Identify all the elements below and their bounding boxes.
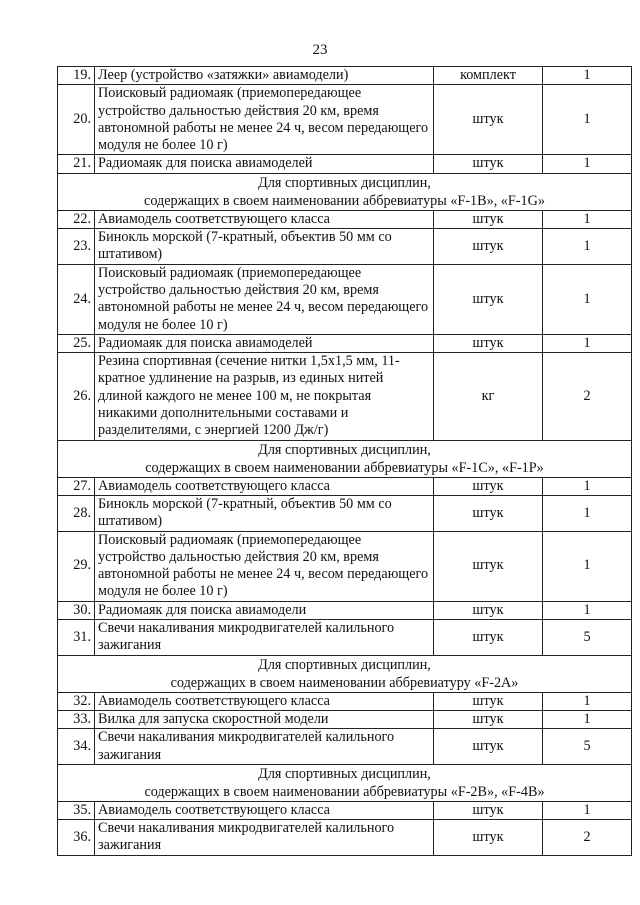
unit-cell: штук — [434, 601, 543, 619]
item-name-cell: Радиомаяк для поиска авиамоделей — [95, 334, 434, 352]
equipment-table — [57, 66, 632, 856]
quantity-cell: 1 — [543, 155, 632, 173]
table-row — [58, 353, 632, 440]
row-number-cell: 22. — [58, 210, 95, 228]
section-title-line1: Для спортивных дисциплин, — [258, 441, 431, 458]
item-name-cell: Авиамодель соответствующего класса — [95, 801, 434, 819]
section-header — [58, 655, 632, 692]
section-title-line2: содержащих в своем наименовании аббревиатуры «F-2B», «F-4B» — [144, 783, 545, 800]
row-number-cell: 28. — [58, 495, 95, 531]
row-number-cell: 35. — [58, 801, 95, 819]
unit-cell: штук — [434, 531, 543, 601]
row-number-cell: 25. — [58, 334, 95, 352]
item-name-cell: Поисковый радиомаяк (приемопередающее устройство дальностью действия 20 км, время автономной работы не менее 24 ч, весом передающего модуля не более 10 г) — [95, 85, 434, 155]
section-title-line2: содержащих в своем наименовании аббревиатуры «F-1C», «F-1P» — [145, 459, 544, 476]
page-number: 23 — [312, 42, 328, 58]
unit-cell: штук — [434, 85, 543, 155]
item-name-cell: Свечи накаливания микродвигателей калильного зажигания — [95, 820, 434, 856]
table-row — [58, 820, 632, 856]
table-row — [58, 601, 632, 619]
unit-cell: комплект — [434, 67, 543, 85]
quantity-cell: 1 — [543, 692, 632, 710]
section-header — [58, 440, 632, 477]
row-number-cell: 26. — [58, 353, 95, 440]
row-number-cell: 23. — [58, 229, 95, 265]
table-row — [58, 210, 632, 228]
table-row — [58, 710, 632, 728]
quantity-cell: 1 — [543, 710, 632, 728]
table-row — [58, 229, 632, 265]
quantity-cell: 1 — [543, 601, 632, 619]
item-name-cell: Леер (устройство «затяжки» авиамодели) — [95, 67, 434, 85]
row-number-cell: 33. — [58, 710, 95, 728]
unit-cell: штук — [434, 229, 543, 265]
row-number-cell: 31. — [58, 620, 95, 656]
unit-cell: штук — [434, 210, 543, 228]
section-title-line2: содержащих в своем наименовании аббревиатуру «F-2A» — [170, 674, 519, 691]
quantity-cell: 1 — [543, 229, 632, 265]
quantity-cell: 1 — [543, 264, 632, 334]
item-name-cell: Поисковый радиомаяк (приемопередающее устройство дальностью действия 20 км, время автономной работы не менее 24 ч, весом передающего модуля не более 10 г) — [95, 531, 434, 601]
section-header-row — [58, 655, 632, 692]
table-row — [58, 334, 632, 352]
item-name-cell: Авиамодель соответствующего класса — [95, 210, 434, 228]
quantity-cell: 2 — [543, 353, 632, 440]
row-number-cell: 36. — [58, 820, 95, 856]
section-header — [58, 173, 632, 210]
unit-cell: штук — [434, 477, 543, 495]
item-name-cell: Свечи накаливания микродвигателей калильного зажигания — [95, 729, 434, 765]
unit-cell: штук — [434, 692, 543, 710]
item-name-cell: Авиамодель соответствующего класса — [95, 477, 434, 495]
item-name-cell: Бинокль морской (7-кратный, объектив 50 мм со штативом) — [95, 229, 434, 265]
quantity-cell: 1 — [543, 801, 632, 819]
section-title-line2: содержащих в своем наименовании аббревиатуры «F-1B», «F-1G» — [144, 192, 545, 209]
table-row — [58, 155, 632, 173]
item-name-cell: Свечи накаливания микродвигателей калильного зажигания — [95, 620, 434, 656]
item-name-cell: Радиомаяк для поиска авиамодели — [95, 601, 434, 619]
table-row — [58, 801, 632, 819]
quantity-cell: 1 — [543, 210, 632, 228]
item-name-cell: Бинокль морской (7-кратный, объектив 50 мм со штативом) — [95, 495, 434, 531]
unit-cell: штук — [434, 710, 543, 728]
table-row — [58, 729, 632, 765]
section-header-row — [58, 440, 632, 477]
row-number-cell: 32. — [58, 692, 95, 710]
unit-cell: штук — [434, 264, 543, 334]
section-header-row — [58, 764, 632, 801]
table-row — [58, 620, 632, 656]
unit-cell: штук — [434, 495, 543, 531]
row-number-cell: 24. — [58, 264, 95, 334]
row-number-cell: 29. — [58, 531, 95, 601]
quantity-cell: 1 — [543, 531, 632, 601]
quantity-cell: 2 — [543, 820, 632, 856]
item-name-cell: Резина спортивная (сечение нитки 1,5х1,5 мм, 11-кратное удлинение на разрыв, из единых нитей длиной каждого не менее 100 м, не покрытая никакими дополнительными составами и разделителями, с энергией 1200 Дж/г) — [95, 353, 434, 440]
table-row — [58, 477, 632, 495]
row-number-cell: 20. — [58, 85, 95, 155]
item-name-cell: Вилка для запуска скоростной модели — [95, 710, 434, 728]
item-name-cell: Поисковый радиомаяк (приемопередающее устройство дальностью действия 20 км, время автономной работы не менее 24 ч, весом передающего модуля не более 10 г) — [95, 264, 434, 334]
row-number-cell: 19. — [58, 67, 95, 85]
row-number-cell: 30. — [58, 601, 95, 619]
item-name-cell: Радиомаяк для поиска авиамоделей — [95, 155, 434, 173]
section-header-row — [58, 173, 632, 210]
row-number-cell: 21. — [58, 155, 95, 173]
quantity-cell: 5 — [543, 620, 632, 656]
row-number-cell: 27. — [58, 477, 95, 495]
unit-cell: штук — [434, 155, 543, 173]
quantity-cell: 1 — [543, 495, 632, 531]
section-title-line1: Для спортивных дисциплин, — [258, 765, 431, 782]
table-row — [58, 692, 632, 710]
item-name-cell: Авиамодель соответствующего класса — [95, 692, 434, 710]
unit-cell: штук — [434, 820, 543, 856]
unit-cell: штук — [434, 334, 543, 352]
quantity-cell: 1 — [543, 67, 632, 85]
row-number-cell: 34. — [58, 729, 95, 765]
table-row — [58, 85, 632, 155]
quantity-cell: 1 — [543, 85, 632, 155]
table-row — [58, 531, 632, 601]
table-row — [58, 264, 632, 334]
quantity-cell: 5 — [543, 729, 632, 765]
equipment-table-body — [58, 67, 632, 856]
section-title-line1: Для спортивных дисциплин, — [258, 174, 431, 191]
unit-cell: штук — [434, 729, 543, 765]
section-header — [58, 764, 632, 801]
unit-cell: штук — [434, 801, 543, 819]
unit-cell: кг — [434, 353, 543, 440]
table-row — [58, 495, 632, 531]
quantity-cell: 1 — [543, 334, 632, 352]
unit-cell: штук — [434, 620, 543, 656]
table-row — [58, 67, 632, 85]
quantity-cell: 1 — [543, 477, 632, 495]
section-title-line1: Для спортивных дисциплин, — [258, 656, 431, 673]
